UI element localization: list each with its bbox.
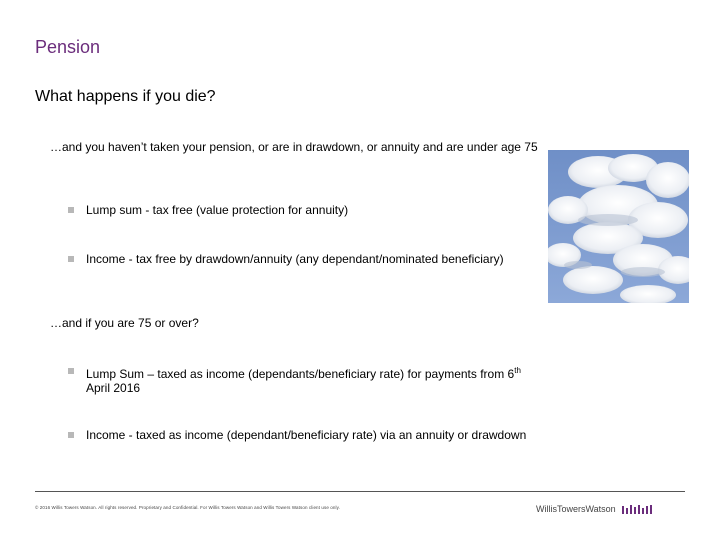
footer-divider: [35, 491, 685, 492]
company-logo: [536, 504, 652, 514]
sky-clouds-image: [548, 150, 689, 303]
bullet-income-under-75: [68, 252, 538, 266]
under-75-intro: …and you haven’t taken your pension, or are in drawdown, or annuity and are under age 75: [50, 140, 538, 154]
slide-title: Pension: [35, 37, 101, 57]
bullet-income-over-75: [68, 428, 538, 442]
footer-copyright: © 2016 Willis Towers Watson. All rights reserved. Proprietary and Confidential. For Willis Towers Watson and Willis Towers Watson client use only.: [35, 505, 340, 510]
bullet-icon: [68, 256, 74, 262]
logo-text: WillisTowersWatson: [536, 504, 616, 514]
bullet-text: Income - taxed as income (dependant/beneficiary rate) via an annuity or drawdown: [86, 428, 527, 442]
bullet-icon: [68, 368, 74, 374]
bullet-icon: [68, 207, 74, 213]
bullet-lump-sum-under-75: [68, 203, 538, 217]
bullet-lump-sum-over-75: [68, 364, 538, 395]
bullet-text: Income - tax free by drawdown/annuity (any dependant/nominated beneficiary): [86, 252, 504, 266]
bullet-text: Lump sum - tax free (value protection for annuity): [86, 203, 349, 217]
slide-subtitle: What happens if you die?: [35, 88, 216, 105]
over-75-intro: …and if you are 75 or over?: [50, 316, 199, 330]
logo-mark-icon: [622, 505, 652, 514]
bullet-icon: [68, 432, 74, 438]
bullet-text: Lump Sum – taxed as income (dependants/beneficiary rate) for payments from 6th April 2016: [86, 366, 521, 395]
